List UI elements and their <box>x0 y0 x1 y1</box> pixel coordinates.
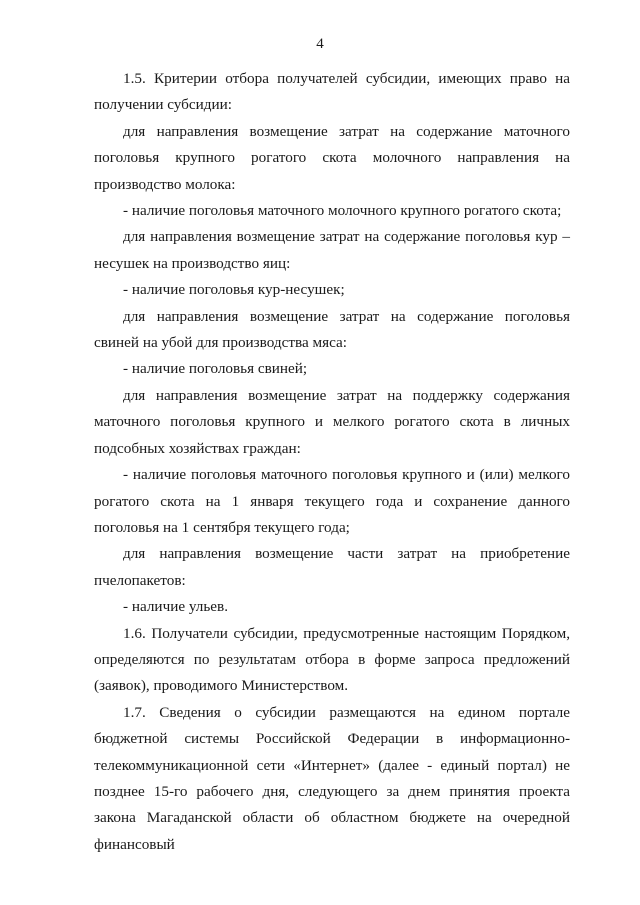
paragraph-1-6-recipients: 1.6. Получатели субсидии, предусмотренные настоящим Порядком, определяются по результатам отбора в форме запроса предложений (заявок), проводимого Министерством. <box>94 624 570 695</box>
paragraph-dairy-cattle-direction: для направления возмещение затрат на содержание маточного поголовья крупного рогатого скота молочного направления на производство молока: <box>94 122 570 193</box>
paragraph-pigs-criterion: - наличие поголовья свиней; <box>123 360 308 378</box>
page-number: 4 <box>316 36 324 52</box>
document-body <box>94 66 570 858</box>
paragraph-household-livestock-direction: для направления возмещение затрат на поддержку содержания маточного поголовья крупного и мелкого рогатого скота в личных подсобных хозяйствах граждан: <box>94 386 570 457</box>
paragraph-laying-hens-direction: для направления возмещение затрат на содержание поголовья кур – несушек на производство яиц: <box>94 228 570 272</box>
paragraph-bee-packages-direction: для направления возмещение части затрат на приобретение пчелопакетов: <box>94 545 570 589</box>
paragraph-laying-hens-criterion: - наличие поголовья кур-несушек; <box>123 281 345 299</box>
paragraph-1-5-criteria: 1.5. Критерии отбора получателей субсидии, имеющих право на получении субсидии: <box>94 70 570 114</box>
paragraph-1-7-portal: 1.7. Сведения о субсидии размещаются на едином портале бюджетной системы Российской Федерации в информационно-телекоммуникационной сети «Интернет» (далее - единый портал) не позднее 15-го рабочего дня, следующего за днем принятия проекта закона Магаданской области об областном бюджете на очередной финансовый <box>94 703 570 853</box>
paragraph-household-livestock-criterion: - наличие поголовья маточного поголовья крупного и (или) мелкого рогатого скота на 1 января текущего года и сохранение данного поголовья на 1 сентября текущего года; <box>94 466 570 536</box>
paragraph-dairy-cattle-criterion: - наличие поголовья маточного молочного крупного рогатого скота; <box>123 202 562 220</box>
paragraph-bee-packages-criterion: - наличие ульев. <box>123 598 229 616</box>
paragraph-pigs-direction: для направления возмещение затрат на содержание поголовья свиней на убой для производства мяса: <box>94 307 570 352</box>
